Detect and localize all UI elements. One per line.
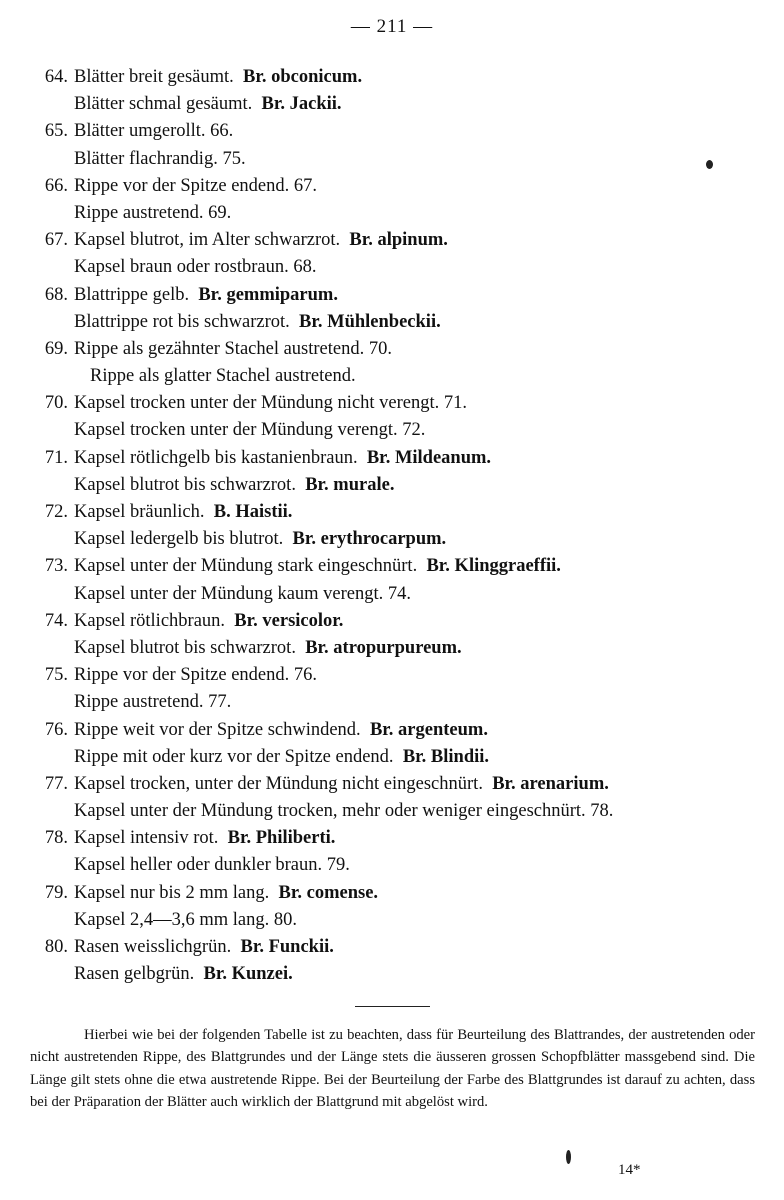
key-number: 79. — [44, 882, 68, 903]
key-description: Rasen gelbgrün. — [74, 964, 195, 985]
key-text — [74, 254, 317, 281]
key-line — [30, 798, 770, 825]
key-number: 69. — [44, 338, 68, 359]
key-text — [74, 499, 292, 526]
key-text — [74, 717, 488, 744]
key-description: Blattrippe gelb. — [74, 284, 190, 305]
species-name: Br. Funckii. — [240, 937, 334, 957]
key-text — [74, 445, 491, 472]
key-line — [30, 173, 770, 200]
key-description: Kapsel ledergelb bis blutrot. — [74, 529, 284, 550]
key-description: Rippe als glatter Stachel austretend. — [90, 366, 356, 387]
key-line — [30, 526, 770, 553]
key-text — [74, 200, 231, 227]
key-text — [74, 417, 425, 444]
key-number: 74. — [44, 610, 68, 631]
key-description: Kapsel trocken unter der Mündung nicht verengt. 71. — [74, 393, 468, 414]
key-line — [30, 282, 770, 309]
key-description: Kapsel blutrot bis schwarzrot. — [74, 637, 296, 658]
species-name: Br. arenarium. — [492, 773, 609, 794]
species-name: Br. Kunzei. — [203, 964, 293, 985]
key-line — [30, 254, 770, 281]
key-text — [74, 146, 246, 173]
key-description: Blätter schmal gesäumt. — [74, 94, 253, 115]
key-text — [74, 526, 446, 553]
key-line — [30, 64, 770, 91]
key-description: Kapsel trocken unter der Mündung verengt. 72. — [74, 420, 426, 441]
key-text — [74, 825, 335, 852]
key-description: Rasen weisslichgrün. — [74, 937, 232, 957]
key-text — [74, 282, 338, 309]
key-line — [30, 961, 770, 988]
key-description: Blätter flachrandig. 75. — [74, 148, 246, 169]
key-text — [74, 309, 441, 336]
key-text — [74, 880, 378, 907]
key-line — [30, 852, 770, 879]
species-name: Br. murale. — [305, 474, 395, 495]
key-line — [30, 336, 770, 363]
key-description: Rippe austretend. 69. — [74, 202, 232, 223]
key-text — [74, 118, 233, 145]
key-line — [30, 200, 770, 227]
key-description: Rippe austretend. 77. — [74, 692, 232, 713]
key-description: Kapsel bräunlich. — [74, 502, 205, 522]
species-name: Br. Philiberti. — [227, 828, 336, 849]
key-line — [30, 771, 770, 798]
key-number: 66. — [44, 175, 68, 196]
key-description: Kapsel blutrot, im Alter schwarzrot. — [74, 230, 341, 251]
key-text — [74, 553, 561, 580]
footnote: Hierbei wie bei der folgenden Tabelle ist zu beachten, dass für Beurteilung des Blattrandes, der austretenden oder nicht austretenden Rippe, des Blattgrundes und der Länge stets die äusseren grossen Schopfblätter massgebend sind. Die Länge gilt stets ohne die etwa austretende Rippe. Bei der Beurteilung der Farbe des Blattgrundes ist darauf zu achten, dass bei der Präparation der Blätter auch wirklich der Blattgrund mit abgelöst wird. — [30, 1027, 755, 1110]
key-number: 71. — [44, 447, 68, 468]
key-line — [30, 689, 770, 716]
key-description: Blätter umgerollt. 66. — [74, 121, 234, 142]
ink-spot — [706, 160, 713, 169]
key-line — [30, 744, 770, 771]
key-text — [74, 64, 362, 91]
key-description: Kapsel braun oder rostbraun. 68. — [74, 257, 317, 278]
key-line — [30, 880, 770, 907]
key-line — [30, 934, 770, 961]
species-name: Br. versicolor. — [234, 610, 344, 631]
key-description: Kapsel unter der Mündung kaum verengt. 74. — [74, 583, 412, 604]
key-text — [74, 744, 489, 771]
key-line — [30, 227, 770, 254]
key-number: 72. — [44, 502, 68, 522]
species-name: Br. comense. — [278, 882, 379, 903]
key-text — [74, 907, 297, 934]
species-name: Br. obconicum. — [243, 67, 363, 87]
key-number: 76. — [44, 719, 68, 740]
key-text — [74, 662, 317, 689]
species-name: Br. Mildeanum. — [366, 447, 492, 468]
key-line — [30, 553, 770, 580]
page-number: — 211 — — [350, 16, 434, 37]
identification-key — [30, 64, 770, 988]
key-text — [74, 798, 613, 825]
key-number: 77. — [44, 773, 68, 794]
key-line — [30, 417, 770, 444]
species-name: Br. Jackii. — [261, 94, 342, 115]
key-line — [30, 363, 770, 390]
key-description: Kapsel rötlichbraun. — [74, 610, 226, 631]
species-name: Br. Klinggraeffii. — [426, 556, 561, 577]
key-description: Kapsel 2,4—3,6 mm lang. 80. — [74, 909, 298, 930]
key-description: Kapsel rötlichgelb bis kastanienbraun. — [74, 447, 358, 468]
key-description: Rippe mit oder kurz vor der Spitze endend. — [74, 746, 394, 767]
key-text — [74, 336, 392, 363]
key-text — [74, 934, 334, 961]
key-text — [74, 635, 462, 662]
key-number: 78. — [44, 828, 68, 849]
key-number: 65. — [44, 121, 68, 142]
key-description: Kapsel trocken, unter der Mündung nicht eingeschnürt. — [74, 773, 483, 794]
key-description: Rippe als gezähnter Stachel austretend. 70. — [74, 338, 392, 359]
key-number: 80. — [44, 937, 68, 957]
key-line — [30, 635, 770, 662]
species-name: Br. argenteum. — [369, 719, 488, 740]
ink-spot — [566, 1150, 571, 1164]
key-line — [30, 309, 770, 336]
key-text — [74, 227, 448, 254]
key-line — [30, 581, 770, 608]
species-name: Br. erythrocarpum. — [292, 529, 447, 550]
key-description: Kapsel blutrot bis schwarzrot. — [74, 474, 296, 495]
species-name: Br. Blindii. — [402, 746, 490, 767]
key-text — [74, 689, 231, 716]
key-description: Kapsel intensiv rot. — [74, 828, 219, 849]
key-line — [30, 717, 770, 744]
key-text — [74, 852, 350, 879]
key-text — [74, 961, 293, 988]
key-description: Kapsel heller oder dunkler braun. 79. — [74, 855, 350, 876]
key-line — [30, 146, 770, 173]
key-number: 67. — [44, 230, 68, 251]
key-description: Kapsel nur bis 2 mm lang. — [74, 882, 270, 903]
key-line — [30, 662, 770, 689]
signature-mark: 14* — [618, 1162, 641, 1178]
key-line — [30, 608, 770, 635]
key-text — [74, 771, 609, 798]
key-number: 64. — [44, 67, 68, 87]
species-name: Br. gemmiparum. — [198, 284, 338, 305]
key-line — [30, 118, 770, 145]
key-description: Blattrippe rot bis schwarzrot. — [74, 311, 290, 332]
key-number: 73. — [44, 556, 68, 577]
key-description: Blätter breit gesäumt. — [74, 67, 234, 87]
key-line — [30, 472, 770, 499]
key-line — [30, 499, 770, 526]
key-number: 70. — [44, 393, 68, 414]
key-text — [74, 472, 394, 499]
key-description: Rippe vor der Spitze endend. 76. — [74, 665, 318, 686]
species-name: B. Haistii. — [213, 502, 293, 522]
species-name: Br. atropurpureum. — [305, 637, 462, 658]
species-name: Br. alpinum. — [349, 230, 448, 251]
species-name: Br. Mühlenbeckii. — [299, 311, 441, 332]
key-text — [74, 91, 342, 118]
key-line — [30, 91, 770, 118]
key-description: Rippe weit vor der Spitze schwindend. — [74, 719, 361, 740]
key-line — [30, 907, 770, 934]
key-line — [30, 445, 770, 472]
key-text — [74, 608, 343, 635]
key-number: 68. — [44, 284, 68, 305]
key-line — [30, 390, 770, 417]
key-text — [74, 581, 411, 608]
key-text — [74, 173, 317, 200]
section-divider — [355, 1006, 430, 1007]
key-number: 75. — [44, 665, 68, 686]
key-description: Kapsel unter der Mündung trocken, mehr oder weniger eingeschnürt. 78. — [74, 801, 614, 822]
key-text — [74, 390, 467, 417]
key-description: Kapsel unter der Mündung stark eingeschnürt. — [74, 556, 418, 577]
key-description: Rippe vor der Spitze endend. 67. — [74, 175, 318, 196]
key-line — [30, 825, 770, 852]
key-text — [90, 363, 356, 390]
